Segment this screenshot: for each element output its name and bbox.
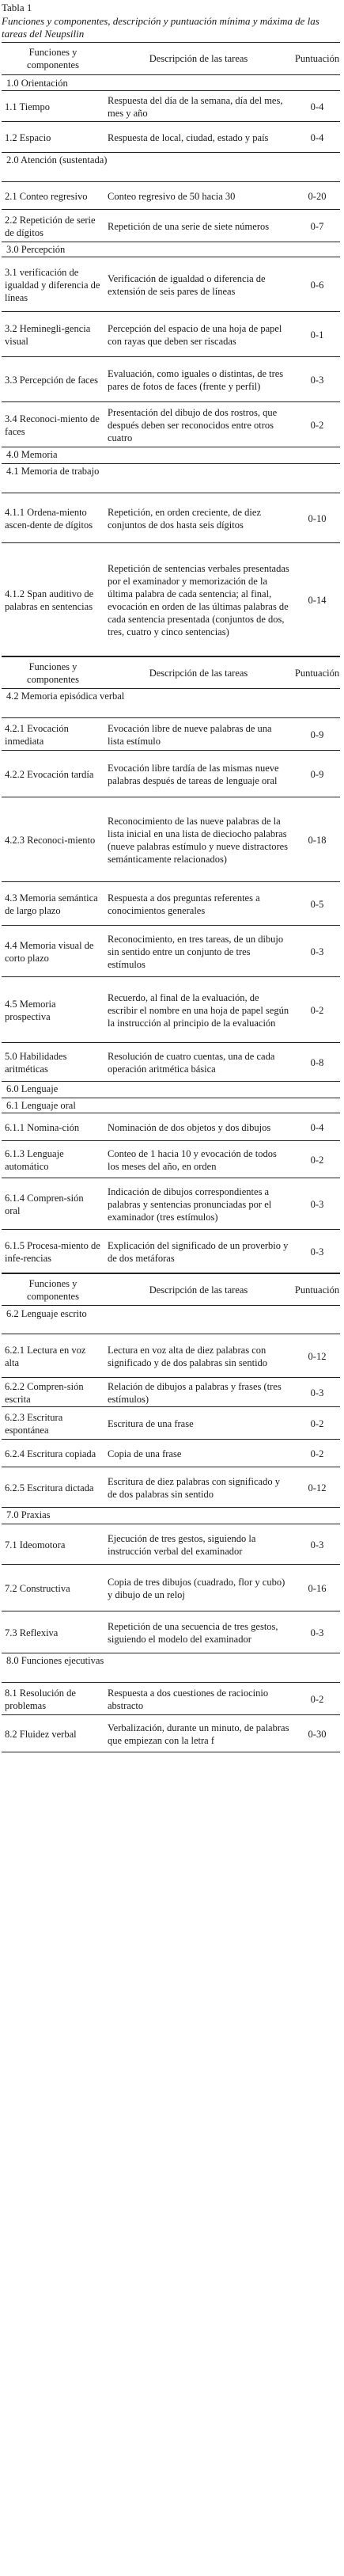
table-rule xyxy=(2,1305,340,1306)
row-score-text: 0-4 xyxy=(310,131,324,143)
row-score-text: 0-3 xyxy=(310,1199,324,1210)
row-component xyxy=(5,495,101,542)
row-score xyxy=(294,1409,340,1439)
row-description xyxy=(108,1613,289,1653)
row-score xyxy=(294,1044,340,1081)
section-heading xyxy=(6,77,244,91)
row-description-text: Indicación de dibujos correspondientes a palabras y sentencias pronunciadas por el examinador (tres estímulos) xyxy=(108,1186,272,1223)
row-description-text: Verificación de igualdad o diferencia de extensión de seis pares de líneas xyxy=(108,272,266,297)
row-description xyxy=(108,720,289,750)
row-component-text: 1.2 Espacio xyxy=(5,131,51,143)
table-rule xyxy=(2,209,340,210)
row-score-text: 0-9 xyxy=(310,769,324,780)
row-score-text: 0-18 xyxy=(308,835,327,846)
row-description-text: Respuesta del día de la semana, día del mes, mes y año xyxy=(108,94,283,119)
column-header-description-text: Descripción de las tareas xyxy=(149,667,248,679)
row-score xyxy=(294,1717,340,1752)
table-rule xyxy=(2,1042,340,1043)
section-heading-text: 4.2 Memoria episódica verbal xyxy=(6,691,125,702)
row-component-text: 3.1 verificación de igualdad y diferencia de líneas xyxy=(5,266,100,303)
row-score xyxy=(294,752,340,797)
table-rule xyxy=(2,401,340,402)
row-component-text: 8.2 Fluidez verbal xyxy=(5,1728,77,1740)
row-description xyxy=(108,314,289,356)
table-rule xyxy=(2,750,340,751)
row-component-text: 4.2.3 Reconoci-miento xyxy=(5,835,96,846)
row-component-text: 6.2.3 Escritura espontánea xyxy=(5,1411,63,1436)
row-description-text: Respuesta a dos preguntas referentes a conocimientos generales xyxy=(108,892,260,916)
row-component-text: 4.1.2 Span auditivo de palabras en sentencias xyxy=(5,588,94,612)
row-description xyxy=(108,799,289,881)
row-description-text: Resolución de cuatro cuentas, una de cada operación aritmética básica xyxy=(108,1051,275,1075)
row-description xyxy=(108,927,289,976)
row-component-text: 4.3 Memoria semántica de largo plazo xyxy=(5,892,98,916)
row-description xyxy=(108,884,289,925)
row-component xyxy=(5,1409,101,1439)
row-component xyxy=(5,359,101,401)
row-description-text: Evocación libre de nueve palabras de una lista estímulo xyxy=(108,723,272,747)
row-description-text: Repetición de una secuencia de tres gestos, siguiendo el modelo del examinador xyxy=(108,1620,278,1645)
column-header-score xyxy=(294,1275,340,1305)
row-score-text: 0-12 xyxy=(308,1482,327,1493)
row-score-text: 0-2 xyxy=(310,1417,324,1429)
table-caption: Funciones y componentes, descripción y puntuación mínima y máxima de las tareas del Neupsilin xyxy=(2,15,319,40)
row-component-text: 3.2 Heminegli-gencia visual xyxy=(5,322,91,347)
row-description xyxy=(108,93,289,121)
row-description-text: Lectura en voz alta de diez palabras con significado y de dos palabras sin sentido xyxy=(108,1344,268,1368)
row-component-text: 7.1 Ideomotora xyxy=(5,1539,66,1551)
row-description-text: Respuesta de local, ciudad, estado y país xyxy=(108,131,269,143)
row-score xyxy=(294,1336,340,1377)
row-score-text: 0-4 xyxy=(310,1122,324,1133)
row-component xyxy=(5,1115,101,1140)
row-score xyxy=(294,1143,340,1178)
row-component xyxy=(5,404,101,447)
row-score xyxy=(294,1613,340,1653)
row-score xyxy=(294,404,340,447)
row-score xyxy=(294,495,340,542)
row-description xyxy=(108,1231,289,1273)
row-description xyxy=(108,1684,289,1714)
row-component xyxy=(5,545,101,656)
row-component-text: 5.0 Habilidades aritméticas xyxy=(5,1051,67,1075)
column-header-score-text: Puntuación xyxy=(294,1284,340,1296)
section-heading-text: 8.0 Funciones ejecutivas xyxy=(6,1654,104,1666)
row-component xyxy=(5,211,101,242)
row-score xyxy=(294,359,340,401)
row-component-text: 6.1.3 Lenguaje automático xyxy=(5,1148,64,1172)
row-description xyxy=(108,1336,289,1377)
row-component xyxy=(5,314,101,356)
row-score-text: 0-2 xyxy=(310,1005,324,1016)
section-heading-text: 4.0 Memoria xyxy=(6,448,58,460)
row-component xyxy=(5,184,101,209)
row-description xyxy=(108,359,289,401)
row-description-text: Reconocimiento, en tres tareas, de un dibujo sin sentido entre un conjunto de tres estímulos xyxy=(108,934,284,970)
row-score-text: 0-3 xyxy=(310,946,324,957)
table-rule xyxy=(2,1140,340,1141)
row-description xyxy=(108,124,289,152)
table-title: Tabla 1 xyxy=(2,2,32,13)
row-score-text: 0-3 xyxy=(310,1627,324,1638)
row-score-text: 0-12 xyxy=(308,1350,327,1362)
row-description-text: Verbalización, durante un minuto, de palabras que empiezan con la letra f xyxy=(108,1722,289,1746)
row-description xyxy=(108,1044,289,1081)
row-description xyxy=(108,1180,289,1229)
table-rule xyxy=(2,1714,340,1715)
row-component xyxy=(5,979,101,1042)
table-rule xyxy=(2,656,340,657)
row-description xyxy=(108,1379,289,1406)
row-component xyxy=(5,752,101,797)
row-description-text: Escritura de diez palabras con significado y de dos palabras sin sentido xyxy=(108,1475,280,1500)
section-heading xyxy=(6,1654,244,1683)
row-component-text: 6.1.1 Nomina-ción xyxy=(5,1122,80,1133)
row-description-text: Repetición de una serie de siete números xyxy=(108,220,270,232)
row-description xyxy=(108,979,289,1042)
row-component xyxy=(5,93,101,121)
row-description-text: Respuesta a dos cuestiones de raciocinio abstracto xyxy=(108,1687,269,1711)
row-description xyxy=(108,752,289,797)
column-header-score xyxy=(294,658,340,688)
row-component-text: 6.2.4 Escritura copiada xyxy=(5,1448,96,1459)
table-rule xyxy=(2,1377,340,1378)
row-score xyxy=(294,1180,340,1229)
column-header-score-text: Puntuación xyxy=(294,667,340,679)
table-rule xyxy=(2,1439,340,1440)
row-component-text: 6.1.4 Compren-sión oral xyxy=(5,1193,84,1216)
section-heading xyxy=(6,1099,244,1113)
row-component-text: 4.1.1 Ordena-miento ascen-dente de dígitos xyxy=(5,506,93,531)
row-description-text: Copia de una frase xyxy=(108,1448,182,1459)
row-component xyxy=(5,1469,101,1507)
section-heading xyxy=(6,465,244,493)
table-rule xyxy=(2,688,340,689)
row-description-text: Evaluación, como iguales o distintas, de tres pares de fotos de faces (frente y perfil) xyxy=(108,367,284,392)
section-heading xyxy=(6,154,244,182)
row-score-text: 0-3 xyxy=(310,1246,324,1258)
row-description-text: Nominación de dos objetos y dos dibujos xyxy=(108,1122,271,1133)
row-score xyxy=(294,884,340,925)
row-description-text: Explicación del significado de un proverbio y de dos metáforas xyxy=(108,1240,289,1264)
row-component-text: 4.4 Memoria visual de corto plazo xyxy=(5,940,94,964)
section-heading-text: 1.0 Orientación xyxy=(6,77,68,89)
row-description-text: Ejecución de tres gestos, siguiendo la instrucción verbal del examinador xyxy=(108,1532,256,1557)
row-component xyxy=(5,927,101,976)
section-heading-text: 6.2 Lenguaje escrito xyxy=(6,1307,87,1319)
row-component-text: 6.2.2 Compren-sión escrita xyxy=(5,1380,84,1405)
row-description xyxy=(108,1526,289,1564)
row-score xyxy=(294,124,340,152)
row-component-text: 3.4 Reconoci-miento de faces xyxy=(5,413,100,437)
column-header-functions-text: Funciones y componentes xyxy=(27,660,79,685)
row-score-text: 0-2 xyxy=(310,1155,324,1166)
section-heading-text: 6.0 Lenguaje xyxy=(6,1083,59,1094)
table-rule xyxy=(2,1229,340,1230)
row-description xyxy=(108,184,289,209)
row-component xyxy=(5,1441,101,1467)
row-component-text: 4.2.2 Evocación tardía xyxy=(5,769,94,780)
table-rule xyxy=(2,121,340,122)
row-score-text: 0-4 xyxy=(310,101,324,112)
row-description-text: Relación de dibujos a palabras y frases (tres estímulos) xyxy=(108,1380,282,1405)
section-heading-text: 2.0 Atención (sustentada) xyxy=(6,154,108,166)
row-description-text: Conteo regresivo de 50 hacia 30 xyxy=(108,190,236,202)
row-description-text: Percepción del espacio de una hoja de papel con rayas que deben ser riscadas xyxy=(108,322,282,347)
column-header-description xyxy=(108,1275,289,1305)
row-description-text: Reconocimiento de las nueve palabras de la lista inicial en una lista de dieciocho palabras (nueve palabras estímulo y nueve distractores semánticamente relacionados) xyxy=(108,816,289,865)
row-component-text: 6.1.5 Procesa-miento de infe-rencias xyxy=(5,1240,100,1264)
row-component xyxy=(5,884,101,925)
column-header-description xyxy=(108,658,289,688)
row-score-text: 0-20 xyxy=(308,190,327,202)
row-component xyxy=(5,1231,101,1273)
row-component xyxy=(5,124,101,152)
table-rule xyxy=(2,152,340,153)
table-rule xyxy=(2,1081,340,1082)
row-component xyxy=(5,1613,101,1653)
row-component xyxy=(5,1143,101,1178)
row-description-text: Repetición de sentencias verbales presentadas por el examinador y memorización de la última palabra de cada sentencia; al final, evocación en orden de las últimas palabras de cada sentencia presentada (conjuntos de dos, tres, cuatro y cinco sentencias) xyxy=(108,562,289,637)
row-description xyxy=(108,1566,289,1611)
column-header-functions xyxy=(9,1275,96,1305)
column-header-functions-text: Funciones y componentes xyxy=(27,47,79,70)
row-score xyxy=(294,1441,340,1467)
table-rule xyxy=(2,356,340,357)
row-score xyxy=(294,93,340,121)
row-score xyxy=(294,1566,340,1611)
row-score-text: 0-14 xyxy=(308,594,327,606)
row-description-text: Escritura de una frase xyxy=(108,1417,194,1429)
table-rule xyxy=(2,976,340,977)
row-description xyxy=(108,259,289,311)
row-description-text: Presentación del dibujo de dos rostros, que después deben ser reconocidos entre otros cuatro xyxy=(108,406,278,443)
row-component xyxy=(5,1044,101,1081)
row-score xyxy=(294,1379,340,1406)
row-component-text: 2.2 Repetición de serie de dígitos xyxy=(5,214,96,238)
row-score xyxy=(294,211,340,242)
table-rule xyxy=(2,74,340,75)
table-rule xyxy=(2,925,340,926)
row-component-text: 6.2.5 Escritura dictada xyxy=(5,1482,94,1493)
column-header-functions-text: Funciones y componentes xyxy=(27,1278,79,1302)
row-score-text: 0-3 xyxy=(310,1387,324,1398)
row-description xyxy=(108,1717,289,1752)
row-description xyxy=(108,404,289,447)
table-rule xyxy=(2,1682,340,1683)
table-rule xyxy=(2,542,340,543)
row-component-text: 1.1 Tiempo xyxy=(5,101,50,112)
table-rule xyxy=(2,90,340,91)
row-component-text: 7.3 Reflexiva xyxy=(5,1627,59,1638)
row-component-text: 3.3 Percepción de faces xyxy=(5,374,98,386)
column-header-functions xyxy=(9,43,96,74)
section-heading xyxy=(6,1509,244,1524)
row-score-text: 0-5 xyxy=(310,899,324,910)
row-description xyxy=(108,545,289,656)
row-description xyxy=(108,495,289,542)
row-score xyxy=(294,184,340,209)
row-score xyxy=(294,1526,340,1564)
row-component xyxy=(5,1336,101,1377)
row-component xyxy=(5,1526,101,1564)
row-score-text: 0-3 xyxy=(310,1539,324,1551)
section-heading xyxy=(6,243,244,257)
row-description-text: Recuerdo, al final de la evaluación, de escribir el nombre en una hoja de papel según la instrucción al principio de la evaluación xyxy=(108,992,289,1029)
row-component-text: 8.1 Resolución de problemas xyxy=(5,1687,76,1711)
row-score-text: 0-10 xyxy=(308,512,327,524)
table-rule xyxy=(2,1406,340,1407)
row-score-text: 0-2 xyxy=(310,1693,324,1705)
table-rule xyxy=(2,1564,340,1565)
row-component xyxy=(5,259,101,311)
row-score-text: 0-9 xyxy=(310,729,324,740)
row-component xyxy=(5,1717,101,1752)
row-score xyxy=(294,927,340,976)
section-heading-text: 6.1 Lenguaje oral xyxy=(6,1100,76,1111)
section-heading xyxy=(6,448,244,464)
row-score xyxy=(294,259,340,311)
section-heading-text: 7.0 Praxias xyxy=(6,1509,51,1520)
row-score xyxy=(294,1469,340,1507)
row-component-text: 6.2.1 Lectura en voz alta xyxy=(5,1344,86,1368)
row-description-text: Repetición, en orden creciente, de diez conjuntos de dos hasta seis dígitos xyxy=(108,506,262,531)
table-rule xyxy=(2,463,340,464)
section-heading-text: 4.1 Memoria de trabajo xyxy=(6,465,100,477)
row-description xyxy=(108,1469,289,1507)
row-score xyxy=(294,1684,340,1714)
table-rule xyxy=(2,881,340,882)
row-description xyxy=(108,1143,289,1178)
row-score-text: 0-7 xyxy=(310,220,324,232)
row-component-text: 7.2 Constructiva xyxy=(5,1582,70,1594)
row-score xyxy=(294,720,340,750)
section-heading xyxy=(6,690,244,718)
column-header-description-text: Descripción de las tareas xyxy=(149,53,248,64)
column-header-description xyxy=(108,43,289,74)
row-description-text: Conteo de 1 hacia 10 y evocación de todos los meses del año, en orden xyxy=(108,1148,277,1172)
column-header-functions xyxy=(9,658,96,688)
table-rule xyxy=(2,717,340,718)
row-component xyxy=(5,1566,101,1611)
row-score-text: 0-30 xyxy=(308,1728,327,1740)
row-description xyxy=(108,211,289,242)
row-component xyxy=(5,1684,101,1714)
row-score xyxy=(294,1115,340,1140)
row-component xyxy=(5,799,101,881)
table-rule xyxy=(2,1507,340,1508)
row-score-text: 0-8 xyxy=(310,1057,324,1068)
row-component-text: 4.2.1 Evocación inmediata xyxy=(5,723,69,747)
section-heading-text: 3.0 Percepción xyxy=(6,243,66,255)
row-component xyxy=(5,720,101,750)
column-header-score-text: Puntuación xyxy=(294,53,340,64)
row-score xyxy=(294,1231,340,1273)
table-rule xyxy=(2,181,340,182)
table-rule xyxy=(2,311,340,312)
row-description-text: Evocación libre tardía de las mismas nueve palabras después de tareas de lenguaje oral xyxy=(108,763,279,786)
row-score xyxy=(294,545,340,656)
row-score xyxy=(294,314,340,356)
row-score xyxy=(294,979,340,1042)
column-header-description-text: Descripción de las tareas xyxy=(149,1284,248,1296)
row-component-text: 2.1 Conteo regresivo xyxy=(5,190,88,202)
row-description xyxy=(108,1409,289,1439)
row-score-text: 0-2 xyxy=(310,419,324,431)
column-header-score xyxy=(294,43,340,74)
section-heading xyxy=(6,1307,244,1334)
row-score-text: 0-2 xyxy=(310,1448,324,1459)
row-score-text: 0-16 xyxy=(308,1582,327,1594)
row-description xyxy=(108,1441,289,1467)
row-score xyxy=(294,799,340,881)
row-component xyxy=(5,1180,101,1229)
section-heading xyxy=(6,1083,244,1098)
row-description xyxy=(108,1115,289,1140)
row-component xyxy=(5,1379,101,1406)
row-score-text: 0-1 xyxy=(310,329,324,341)
row-component-text: 4.5 Memoria prospectiva xyxy=(5,999,56,1022)
row-score-text: 0-3 xyxy=(310,374,324,386)
table-rule xyxy=(2,1273,340,1274)
row-description-text: Copia de tres dibujos (cuadrado, flor y cubo) y dibujo de un reloj xyxy=(108,1576,285,1600)
row-score-text: 0-6 xyxy=(310,279,324,291)
